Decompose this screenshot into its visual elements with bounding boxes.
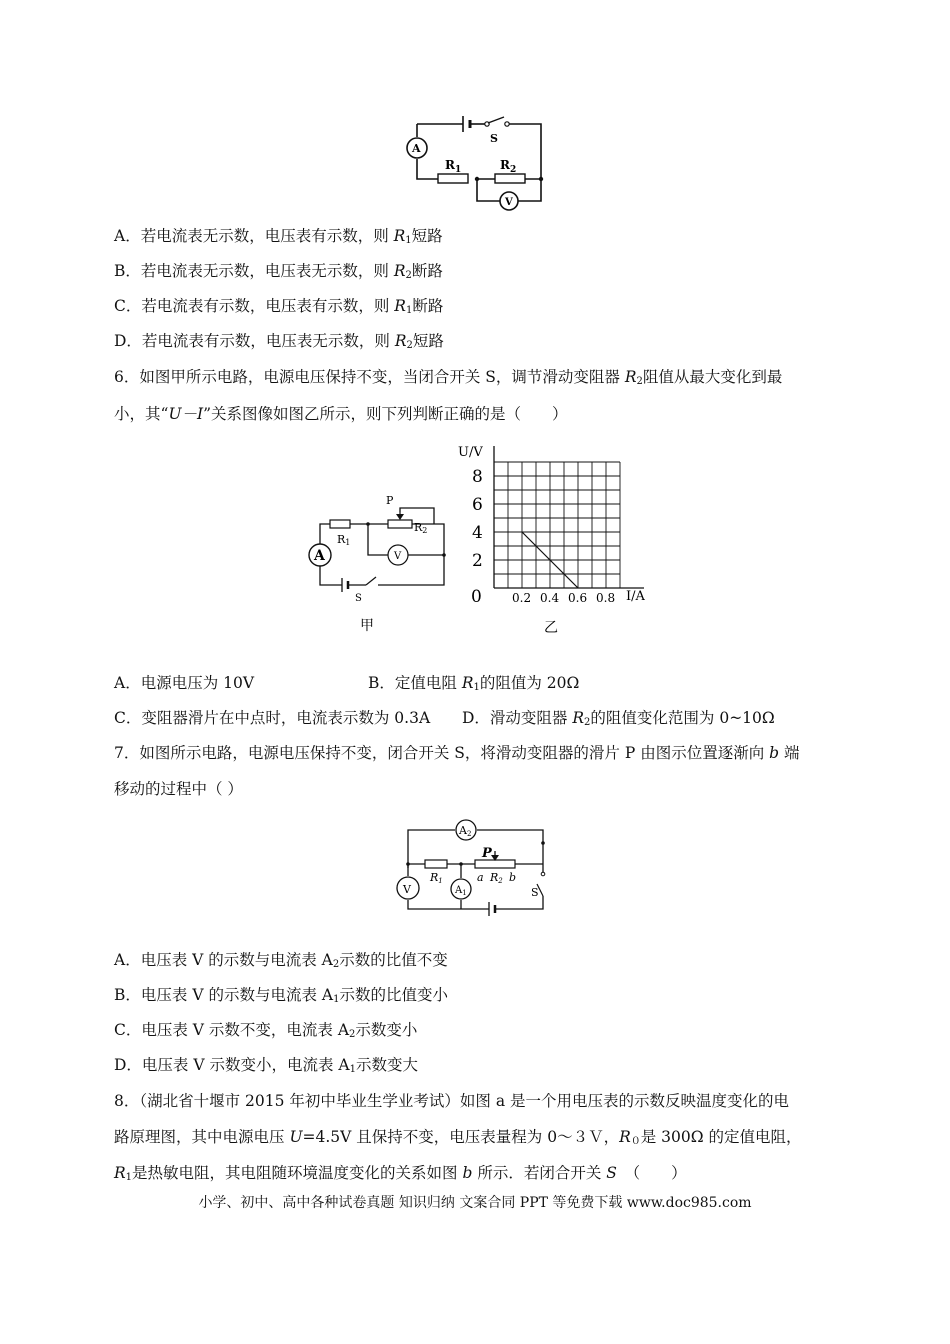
r2-label: R (414, 521, 423, 534)
junction-dot (406, 862, 410, 866)
voltmeter-label: V (403, 883, 411, 896)
r2-sub: 2 (422, 526, 428, 535)
svg-text:R2 (489, 871, 503, 885)
slider-p-label: P (482, 846, 492, 861)
svg-text:R1 (337, 533, 350, 547)
a1-label: A (455, 885, 463, 896)
switch-label: S (355, 593, 362, 604)
q6-stem-line2: 小，其“U－I”关系图像如图乙所示，则下列判断正确的是（ ） (114, 405, 568, 423)
q8-stem-line3: $R_1$是热敏电阻，其电阻随环境温度变化的关系如图 b 所示．若闭合开关 S （ ） (114, 1164, 687, 1183)
q7-stem-line1: 7．如图所示电路，电源电压保持不变，闭合开关 S，将滑动变阻器的滑片 P 由图示位置逐渐向 b 端 (114, 744, 800, 762)
q6-option-d: D．滑动变阻器 $R_2$的阻值变化范围为 0~10Ω (462, 709, 775, 728)
x-tick-label: 0.8 (596, 591, 616, 605)
q6-uv-graph (452, 440, 662, 640)
r1-label: R (430, 871, 439, 884)
origin-label: 0 (471, 587, 482, 607)
y-tick-label: 4 (472, 523, 483, 543)
r1-sub: 1 (345, 538, 351, 547)
a2-label: A (459, 824, 467, 837)
y-axis-label: U/V (458, 445, 483, 460)
q6-option-a: A．电源电压为 10V (114, 674, 255, 692)
r1-label: R (445, 158, 455, 172)
junction-dot (366, 522, 370, 526)
svg-text:R1 (445, 158, 461, 175)
y-tick-label: 8 (472, 467, 483, 487)
switch-label: S (490, 132, 498, 145)
x-tick-label: 0.2 (512, 591, 532, 605)
voltmeter-label: V (505, 197, 513, 208)
q7-option-d: D．电压表 V 示数变小，电流表 $A_1$示数变大 (114, 1056, 418, 1075)
q5-option-c: C．若电流表有示数，电压表有示数，则 $R_1$断路 (114, 297, 444, 316)
x-tick-label: 0.6 (568, 591, 588, 605)
svg-text:R1 (429, 871, 443, 885)
y-tick-label: 6 (472, 495, 483, 515)
q8-stem-line1: 8．（湖北省十堰市 2015 年初中毕业生学业考试）如图 a 是一个用电压表的示数反映温度变化的电 (114, 1092, 790, 1110)
junction-dot (442, 553, 446, 557)
q6-option-b: B．定值电阻 $R_1$的阻值为 20Ω (368, 674, 580, 693)
junction-dot (541, 841, 545, 845)
q7-option-a: A．电压表 V 的示数与电流表 $A_2$示数的比值不变 (114, 951, 448, 970)
voltmeter-label: V (394, 551, 402, 562)
q5-option-b: B．若电流表无示数，电压表无示数，则 $R_2$断路 (114, 262, 443, 281)
r1-sub: 1 (454, 165, 462, 175)
svg-text:R2 (500, 158, 516, 175)
junction-dot (459, 862, 463, 866)
r2-label: R (500, 158, 510, 172)
ammeter-label: A (314, 548, 325, 564)
figure-caption-yi: 乙 (544, 620, 558, 636)
r2-sub: 2 (509, 165, 517, 175)
q7-option-b: B．电压表 V 的示数与电流表 $A_1$示数的比值变小 (114, 986, 448, 1005)
end-b-label: b (509, 871, 517, 884)
a2-sub: 2 (466, 830, 472, 838)
ammeter-label: A (412, 142, 421, 155)
page-footer: 小学、初中、高中各种试卷真题 知识归纳 文案合同 PPT 等免费下载 www.doc985.com (198, 1195, 752, 1211)
q5-option-d: D．若电流表有示数，电压表无示数，则 $R_2$短路 (114, 332, 444, 351)
q6-option-c: C．变阻器滑片在中点时，电流表示数为 0.3A (114, 709, 431, 727)
q5-option-a: A．若电流表无示数，电压表有示数，则 $R_1$短路 (114, 227, 443, 246)
r1-sub: 1 (438, 877, 443, 885)
x-tick-label: 0.4 (540, 591, 560, 605)
r1-label: R (337, 533, 346, 546)
switch-label: S (531, 886, 539, 899)
slider-p-label: P (386, 494, 394, 507)
y-tick-label: 2 (472, 551, 483, 571)
r2-sub: 2 (498, 877, 503, 885)
q6-stem-line1: 6．如图甲所示电路，电源电压保持不变，当闭合开关 S，调节滑动变阻器 $R_2$阻值从最大变化到最 (114, 368, 783, 387)
q7-option-c: C．电压表 V 示数不变，电流表 $A_2$示数变小 (114, 1021, 418, 1040)
junction-dot (475, 177, 479, 181)
q7-stem-line2: 移动的过程中（ ） (114, 780, 243, 798)
end-a-label: a (477, 871, 484, 884)
q6-circuit-figure-a (300, 490, 460, 638)
q7-circuit-figure (395, 816, 555, 920)
a1-sub: 1 (462, 889, 467, 897)
figure-caption-jia: 甲 (360, 618, 374, 634)
junction-dot (539, 177, 543, 181)
svg-text:R2 (414, 521, 427, 535)
r2-label: R (490, 871, 499, 884)
q8-stem-line2: 路原理图，其中电源电压 U=4.5V 且保持不变，电压表量程为 0～３Ｖ，$R_0$是 300Ω 的定值电阻， (114, 1128, 802, 1147)
x-axis-label: I/A (626, 589, 645, 604)
q5-circuit-figure (405, 112, 550, 214)
